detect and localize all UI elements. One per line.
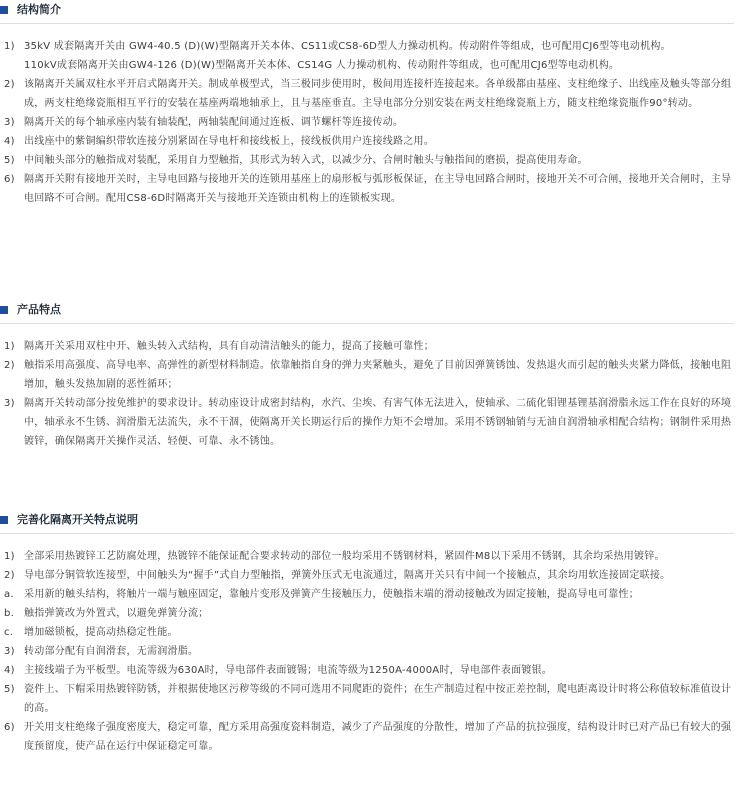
list-item <box>0 75 734 113</box>
item-text: 全部采用热镀锌工艺防腐处理，热镀锌不能保证配合要求转动的部位一般均采用不锈钢材料，紧固件M8以下采用不锈钢，其余均采热用镀锌。 <box>24 551 665 562</box>
item-number: a. <box>4 589 14 600</box>
list-item <box>0 151 734 170</box>
item-number: 3) <box>4 398 15 409</box>
list-item <box>0 337 734 356</box>
list-item <box>0 132 734 151</box>
item-text: 该隔离开关属双柱水平开启式隔离开关。制成单极型式，当三极同步使用时，极间用连接杆连接起来。各单级都由基座、支柱绝缘子、出线座及触头等部分组成，两支柱绝缘瓷瓶相互平行的安装在基座两端地轴承上，且与基座垂直。主导电部分分别安装在两支柱绝缘瓷瓶上方，随支柱绝缘瓷瓶作90°转动。 <box>24 79 732 109</box>
item-text: 触指采用高强度、高导电率、高弹性的新型材料制造。依靠触指自身的弹力夹紧触头，避免了目前因弹簧锈蚀、发热退火而引起的触头夹紧力降低，接触电阻增加，触头发热加剧的恶性循环； <box>24 360 732 390</box>
item-text: 采用新的触头结构，将触片一端与触座固定，靠触片变形及弹簧产生接触压力，使触指末端的滑动接触改为固定接触，提高导电可靠性； <box>24 589 639 600</box>
section-header <box>0 303 740 323</box>
item-number: b. <box>4 608 15 619</box>
item-number: 1) <box>4 41 15 52</box>
item-number: 4) <box>4 136 15 147</box>
list-item <box>0 113 734 132</box>
item-number: 6) <box>4 174 15 185</box>
list-item <box>0 170 734 208</box>
item-text: 隔离开关的每个轴承座内装有轴装配，两轴装配间通过连板、调节螺杆等连接传动。 <box>24 117 404 128</box>
item-text: 开关用支柱绝缘子强度密度大，稳定可靠，配方采用高强度瓷料制造，减少了产品强度的分散性，增加了产品的抗拉强度，结构设计时已对产品已有较大的强度预留度，使产品在运行中保证稳定可靠。 <box>24 722 732 752</box>
list-item <box>0 566 734 585</box>
section-header <box>0 513 740 533</box>
list-item <box>0 604 734 623</box>
item-text: 导电部分铜管软连接型，中间触头为“握手”式自力型触指，弹簧外压式无电流通过，隔离开关只有中间一个接触点，其余均用软连接固定联接。 <box>24 570 671 581</box>
list-item <box>0 37 734 56</box>
item-text: 隔离开关采用双柱中开、触头转入式结构，具有自动清洁触头的能力，提高了接触可靠性； <box>24 341 434 352</box>
item-number: 3) <box>4 646 15 657</box>
item-text: 增加磁锁板，提高动热稳定性能。 <box>24 627 178 638</box>
item-number: 1) <box>4 341 15 352</box>
list-item <box>0 661 734 680</box>
item-list <box>0 337 734 451</box>
section-title: 完善化隔离开关特点说明 <box>17 513 138 526</box>
item-number: 2) <box>4 360 15 371</box>
item-text: 瓷件上、下帽采用热镀锌防锈，并根据使地区污秽等级的不同可选用不同爬距的瓷件；在生产制造过程中按正差控制，爬电距离设计时将公称值较标准值设计的高。 <box>24 684 732 714</box>
item-text: 隔离开关附有接地开关时，主导电回路与接地开关的连锁用基座上的扇形板与弧形板保证，在主导电回路合闸时，接地开关不可合闸，接地开关合闸时，主导电回路不可合闸。配用CS8-6D时隔离开关与接地开关连锁由机构上的连锁板实现。 <box>24 174 732 204</box>
section-title: 产品特点 <box>17 303 61 316</box>
item-number: 3) <box>4 117 15 128</box>
item-number: 2) <box>4 79 15 90</box>
item-number: 5) <box>4 155 15 166</box>
list-item <box>0 547 734 566</box>
item-number: 5) <box>4 684 15 695</box>
section-improvements <box>0 513 740 752</box>
list-item <box>0 585 734 604</box>
item-text: 隔离开关转动部分按免维护的要求设计。转动座设计成密封结构，水汽、尘埃、有害气体无法进入，使轴承、二硫化钼锂基锂基润滑脂永远工作在良好的环境中，轴承永不生锈、润滑脂无法流失，永不干涸，使隔离开关长期运行后的操作力矩不会增加。采用不锈钢轴销与无油自润滑轴承相配合结构；钢制件采用热镀锌，确保隔离开关操作灵活、轻便、可靠、永不锈蚀。 <box>24 398 732 447</box>
item-text: 110kV成套隔离开关由GW4-126 (D)(W)型隔离开关本体、CS14G 人力操动机构、传动附件等组成，也可配用CJ6型等电动机构。 <box>24 60 620 71</box>
list-item <box>0 394 734 451</box>
square-bullet-icon <box>0 516 8 524</box>
item-text: 35kV 成套隔离开关由 GW4-40.5 (D)(W)型隔离开关本体、CS11或CS8-6D型人力操动机构。传动附件等组成，也可配用CJ6型等电动机构。 <box>24 41 671 52</box>
list-item <box>0 623 734 642</box>
section-divider <box>0 23 734 24</box>
section-title: 结构简介 <box>17 3 61 16</box>
item-number: 1) <box>4 551 15 562</box>
item-text: 转动部分配有自润滑套，无需润滑脂。 <box>24 646 199 657</box>
item-number: c. <box>4 627 14 638</box>
list-item <box>0 718 734 756</box>
item-text: 出线座中的紫铜编织带软连接分别紧固在导电杆和接线板上，接线板供用户连接线路之用。 <box>24 136 434 147</box>
item-list <box>0 547 734 756</box>
item-number: 6) <box>4 722 15 733</box>
square-bullet-icon <box>0 306 8 314</box>
item-number: 2) <box>4 570 15 581</box>
section-divider <box>0 533 734 534</box>
list-item <box>0 642 734 661</box>
item-text: 触指弹簧改为外置式，以避免弹簧分流； <box>24 608 209 619</box>
list-item <box>0 680 734 718</box>
item-text: 中间触头部分的触指成对装配，采用自力型触指，其形式为转入式，以减少分、合闸时触头与触指间的磨损，提高使用寿命。 <box>24 155 588 166</box>
item-list <box>0 37 734 208</box>
section-structure <box>0 3 740 204</box>
item-number: 4) <box>4 665 15 676</box>
section-features <box>0 303 740 447</box>
list-item <box>0 56 734 75</box>
section-divider <box>0 323 734 324</box>
section-header <box>0 3 740 23</box>
square-bullet-icon <box>0 6 8 14</box>
list-item <box>0 356 734 394</box>
item-text: 主接线端子为平板型。电流等级为630A时，导电部件表面镀锡；电流等级为1250A-4000A时，导电部件表面镀银。 <box>24 665 553 676</box>
